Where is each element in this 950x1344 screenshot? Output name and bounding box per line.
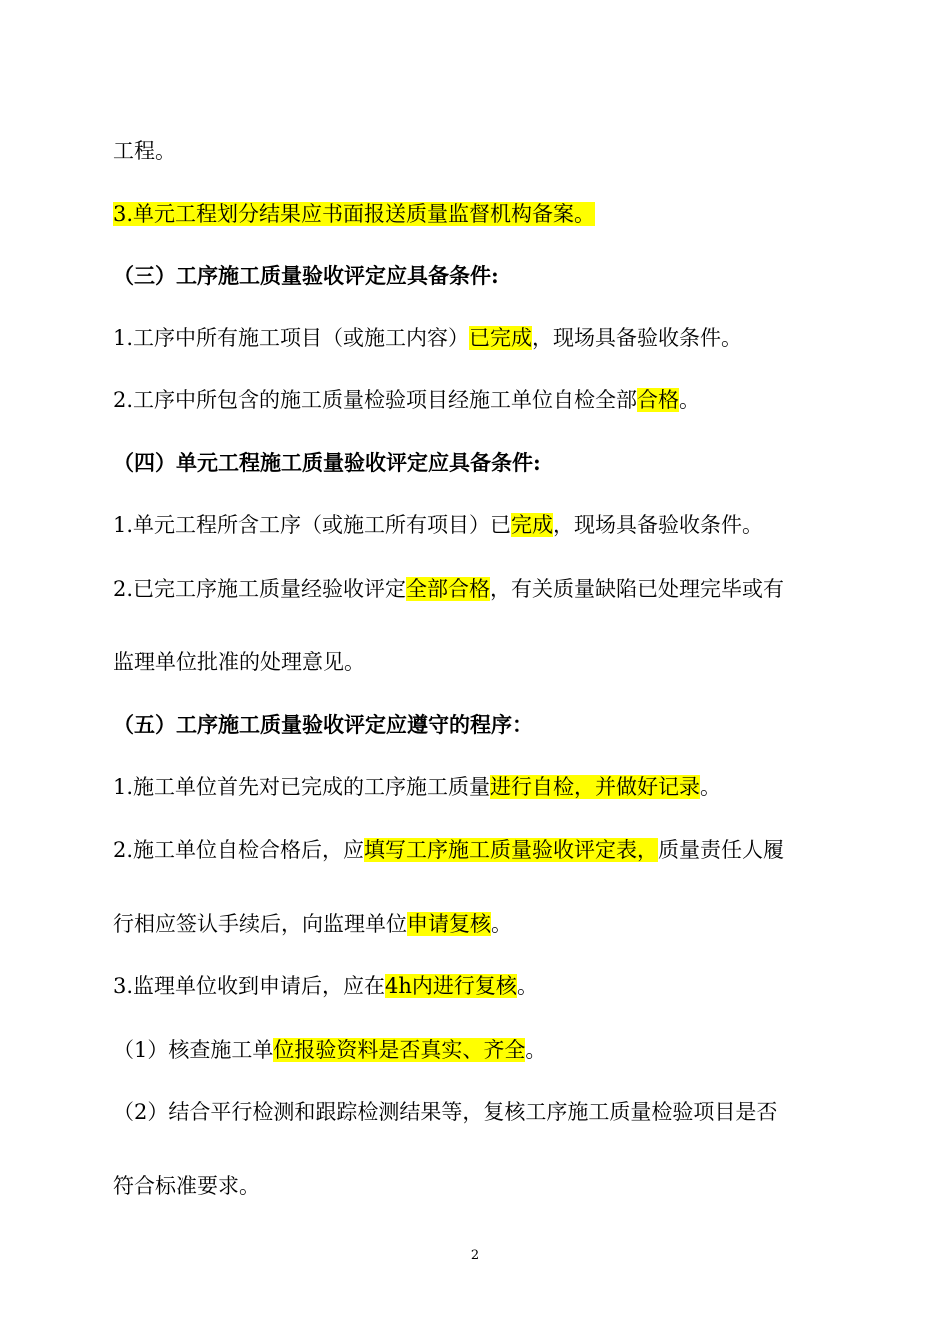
highlighted-text: 已完成 [469, 326, 533, 350]
text-segment: ，现场具备验收条件。 [553, 513, 764, 537]
section-heading-3 [113, 262, 499, 290]
text-line-15 [113, 1036, 546, 1064]
text-segment: 1.施工单位首先对已完成的工序施工质量 [113, 775, 491, 799]
highlighted-text: 全部合格 [406, 577, 491, 601]
text-line-13 [113, 910, 512, 938]
text-segment: 监理单位批准的处理意见。 [113, 650, 365, 674]
text-line-2 [113, 200, 595, 228]
text-segment: 2.已完工序施工质量经验收评定 [113, 577, 407, 601]
text-segment: ，有关质量缺陷已处理完毕或有 [490, 577, 785, 601]
text-line-9 [113, 648, 365, 676]
text-segment: 1.工序中所有施工项目（或施工内容） [113, 326, 470, 350]
text-segment: 1.单元工程所含工序（或施工所有项目）已 [113, 513, 512, 537]
text-line-4 [113, 324, 742, 352]
text-segment: 。 [525, 1038, 547, 1062]
text-segment: 3.监理单位收到申请后，应在 [113, 974, 386, 998]
text-segment: 工程。 [113, 139, 176, 163]
text-segment: 符合标准要求。 [113, 1174, 260, 1198]
highlighted-text: 3.单元工程划分结果应书面报送质量监督机构备案。 [113, 202, 596, 226]
text-line-11 [113, 773, 721, 801]
text-segment: 2.工序中所包含的施工质量检验项目经施工单位自检全部 [113, 388, 638, 412]
text-segment: （四）单元工程施工质量验收评定应具备条件: [113, 450, 541, 475]
highlighted-text: 位报验资料是否真实、齐全 [273, 1038, 526, 1062]
page-number: 2 [470, 1248, 480, 1263]
highlighted-text: 合格 [637, 388, 680, 412]
section-heading-5 [113, 711, 533, 739]
text-line-12 [113, 836, 784, 864]
text-segment: 质量责任人履 [658, 838, 785, 862]
highlighted-text: 4h内进行复核 [385, 974, 517, 998]
text-segment: ，现场具备验收条件。 [532, 326, 743, 350]
text-segment: （1）核查施工单 [113, 1038, 274, 1062]
highlighted-text: 申请复核 [407, 912, 491, 936]
text-line-7 [113, 511, 763, 539]
text-segment: 。 [516, 974, 538, 998]
highlighted-text: 填写工序施工质量验收评定表， [364, 838, 659, 862]
text-line-8 [113, 575, 784, 603]
text-segment: 。 [679, 388, 701, 412]
text-segment: 。 [491, 912, 512, 936]
text-line-5 [113, 386, 700, 414]
text-segment: 2.施工单位自检合格后，应 [113, 838, 365, 862]
section-heading-4 [113, 449, 541, 477]
highlighted-text: 进行自检，并做好记录 [490, 775, 701, 799]
text-line-14 [113, 972, 538, 1000]
text-line-16 [113, 1098, 777, 1126]
text-line-1 [113, 137, 176, 165]
text-segment: 。 [700, 775, 722, 799]
highlighted-text: 完成 [511, 513, 554, 537]
text-line-17 [113, 1172, 260, 1200]
text-segment: （三）工序施工质量验收评定应具备条件: [113, 263, 499, 288]
text-segment: （五）工序施工质量验收评定应遵守的程序： [113, 712, 533, 737]
text-segment: 行相应签认手续后，向监理单位 [113, 912, 407, 936]
text-segment: （2）结合平行检测和跟踪检测结果等，复核工序施工质量检验项目是否 [113, 1100, 778, 1124]
